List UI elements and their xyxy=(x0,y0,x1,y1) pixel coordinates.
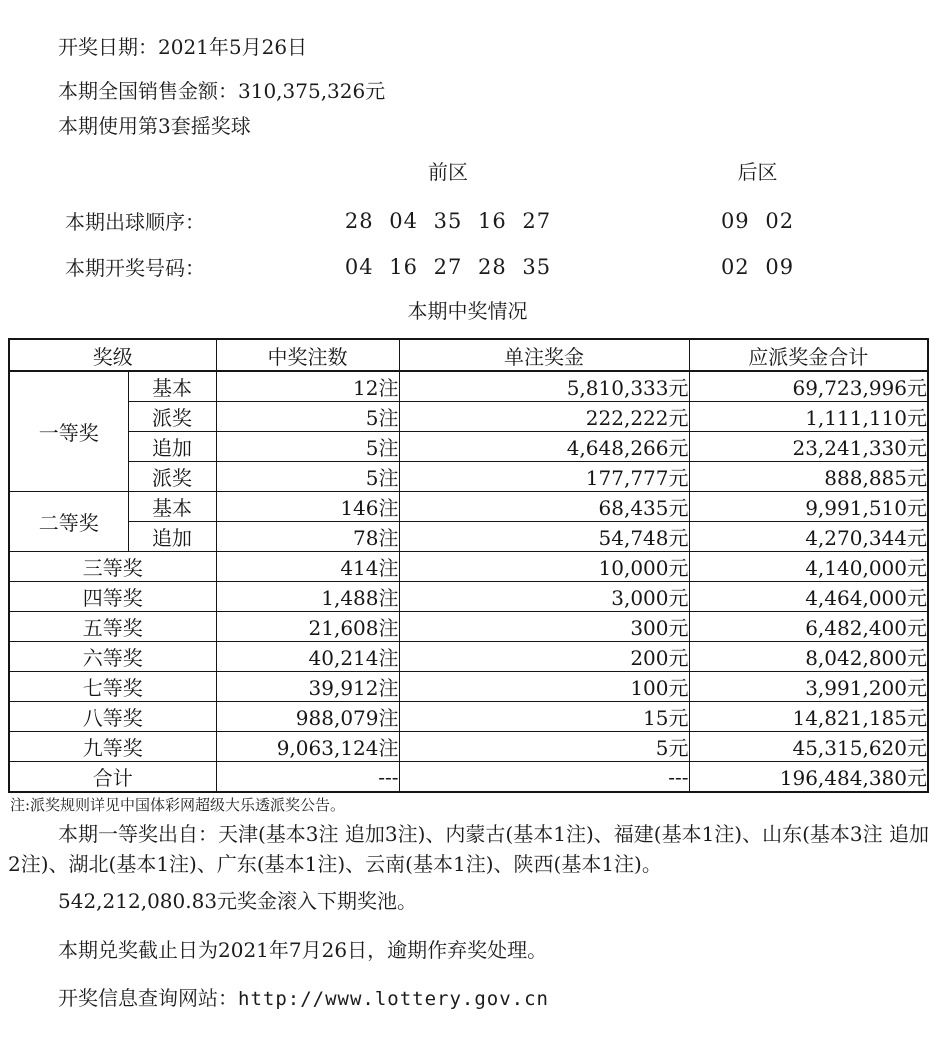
table-row xyxy=(9,582,928,612)
draw-order-front-numbers: 28 04 35 16 27 xyxy=(344,209,552,233)
prize-level-cell: 合计 xyxy=(9,762,216,793)
payout-rule-note: 注:派奖规则详见中国体彩网超级大乐透派奖公告。 xyxy=(10,796,346,814)
prize-level-cell: 一等奖 xyxy=(9,371,128,492)
draw-order-back-numbers: 09 02 xyxy=(720,209,795,233)
single-prize-cell: 68,435元 xyxy=(399,492,689,522)
single-prize-cell: 5元 xyxy=(399,732,689,762)
total-prize-cell: 3,991,200元 xyxy=(689,672,928,702)
table-row xyxy=(9,672,928,702)
total-prize-cell: 4,140,000元 xyxy=(689,552,928,582)
col-header-single-prize: 单注奖金 xyxy=(399,339,689,371)
total-prize-cell: 45,315,620元 xyxy=(689,732,928,762)
prize-level-cell: 六等奖 xyxy=(9,642,216,672)
bets-count-cell: 146注 xyxy=(216,492,399,522)
single-prize-cell: 15元 xyxy=(399,702,689,732)
col-header-level: 奖级 xyxy=(9,339,216,371)
table-row xyxy=(9,522,928,552)
table-row xyxy=(9,552,928,582)
prize-subtype-cell: 基本 xyxy=(128,492,216,522)
col-header-bets: 中奖注数 xyxy=(216,339,399,371)
bets-count-cell: 40,214注 xyxy=(216,642,399,672)
single-prize-cell: 4,648,266元 xyxy=(399,432,689,462)
table-row xyxy=(9,612,928,642)
rollover-amount-text: 542,212,080.83元奖金滚入下期奖池。 xyxy=(58,889,418,913)
single-prize-cell: --- xyxy=(399,762,689,793)
total-prize-cell: 1,111,110元 xyxy=(689,402,928,432)
prize-level-cell: 三等奖 xyxy=(9,552,216,582)
sales-amount-text: 本期全国销售金额：310,375,326元 xyxy=(58,79,386,103)
prize-table-title: 本期中奖情况 xyxy=(407,299,528,323)
table-row xyxy=(9,492,928,522)
winning-numbers-label: 本期开奖号码： xyxy=(65,256,205,280)
prize-level-cell: 八等奖 xyxy=(9,702,216,732)
single-prize-cell: 10,000元 xyxy=(399,552,689,582)
bets-count-cell: 1,488注 xyxy=(216,582,399,612)
single-prize-cell: 200元 xyxy=(399,642,689,672)
prize-subtype-cell: 派奖 xyxy=(128,402,216,432)
single-prize-cell: 54,748元 xyxy=(399,522,689,552)
col-header-total-prize: 应派奖金合计 xyxy=(689,339,928,371)
table-row-total xyxy=(9,762,928,793)
table-row xyxy=(9,432,928,462)
prize-level-cell: 二等奖 xyxy=(9,492,128,552)
prize-level-cell: 五等奖 xyxy=(9,612,216,642)
bets-count-cell: 988,079注 xyxy=(216,702,399,732)
total-prize-cell: 23,241,330元 xyxy=(689,432,928,462)
total-prize-cell: 8,042,800元 xyxy=(689,642,928,672)
single-prize-cell: 5,810,333元 xyxy=(399,371,689,402)
bets-count-cell: 414注 xyxy=(216,552,399,582)
website-line xyxy=(58,987,549,1011)
winning-numbers-front: 04 16 27 28 35 xyxy=(344,255,552,279)
website-url: http://www.lottery.gov.cn xyxy=(238,988,549,1010)
winning-numbers-back: 02 09 xyxy=(720,255,795,279)
total-prize-cell: 196,484,380元 xyxy=(689,762,928,793)
draw-date-text: 开奖日期：2021年5月26日 xyxy=(58,35,308,59)
total-prize-cell: 4,270,344元 xyxy=(689,522,928,552)
table-row xyxy=(9,642,928,672)
front-zone-label: 前区 xyxy=(428,160,468,184)
prize-subtype-cell: 追加 xyxy=(128,522,216,552)
single-prize-cell: 177,777元 xyxy=(399,462,689,492)
table-row xyxy=(9,402,928,432)
total-prize-cell: 69,723,996元 xyxy=(689,371,928,402)
total-prize-cell: 9,991,510元 xyxy=(689,492,928,522)
prize-subtype-cell: 追加 xyxy=(128,432,216,462)
single-prize-cell: 222,222元 xyxy=(399,402,689,432)
single-prize-cell: 300元 xyxy=(399,612,689,642)
bets-count-cell: 5注 xyxy=(216,402,399,432)
single-prize-cell: 100元 xyxy=(399,672,689,702)
back-zone-label: 后区 xyxy=(737,160,778,184)
bets-count-cell: 78注 xyxy=(216,522,399,552)
single-prize-cell: 3,000元 xyxy=(399,582,689,612)
total-prize-cell: 14,821,185元 xyxy=(689,702,928,732)
redeem-deadline-text: 本期兑奖截止日为2021年7月26日，逾期作弃奖处理。 xyxy=(58,938,548,962)
prize-subtype-cell: 派奖 xyxy=(128,462,216,492)
table-row xyxy=(9,732,928,762)
prize-table xyxy=(8,338,929,793)
website-label: 开奖信息查询网站： xyxy=(58,986,238,1010)
first-prize-sources: 本期一等奖出自：天津(基本3注 追加3注)、内蒙古(基本1注)、福建(基本1注)、山东(基本3注 追加2注)、湖北(基本1注)、广东(基本1注)、云南(基本1注)、陕西(基本1注)。 xyxy=(8,822,929,876)
draw-order-label: 本期出球顺序： xyxy=(65,210,205,234)
bets-count-cell: 5注 xyxy=(216,462,399,492)
prize-level-cell: 九等奖 xyxy=(9,732,216,762)
bets-count-cell: 21,608注 xyxy=(216,612,399,642)
bets-count-cell: 12注 xyxy=(216,371,399,402)
ball-set-text: 本期使用第3套摇奖球 xyxy=(58,114,251,138)
bets-count-cell: 5注 xyxy=(216,432,399,462)
prize-level-cell: 四等奖 xyxy=(9,582,216,612)
prize-level-cell: 七等奖 xyxy=(9,672,216,702)
prize-subtype-cell: 基本 xyxy=(128,371,216,402)
table-header-row xyxy=(9,339,928,371)
table-row xyxy=(9,462,928,492)
bets-count-cell: 39,912注 xyxy=(216,672,399,702)
total-prize-cell: 6,482,400元 xyxy=(689,612,928,642)
table-row xyxy=(9,702,928,732)
bets-count-cell: 9,063,124注 xyxy=(216,732,399,762)
bets-count-cell: --- xyxy=(216,762,399,793)
total-prize-cell: 4,464,000元 xyxy=(689,582,928,612)
total-prize-cell: 888,885元 xyxy=(689,462,928,492)
table-row xyxy=(9,371,928,402)
